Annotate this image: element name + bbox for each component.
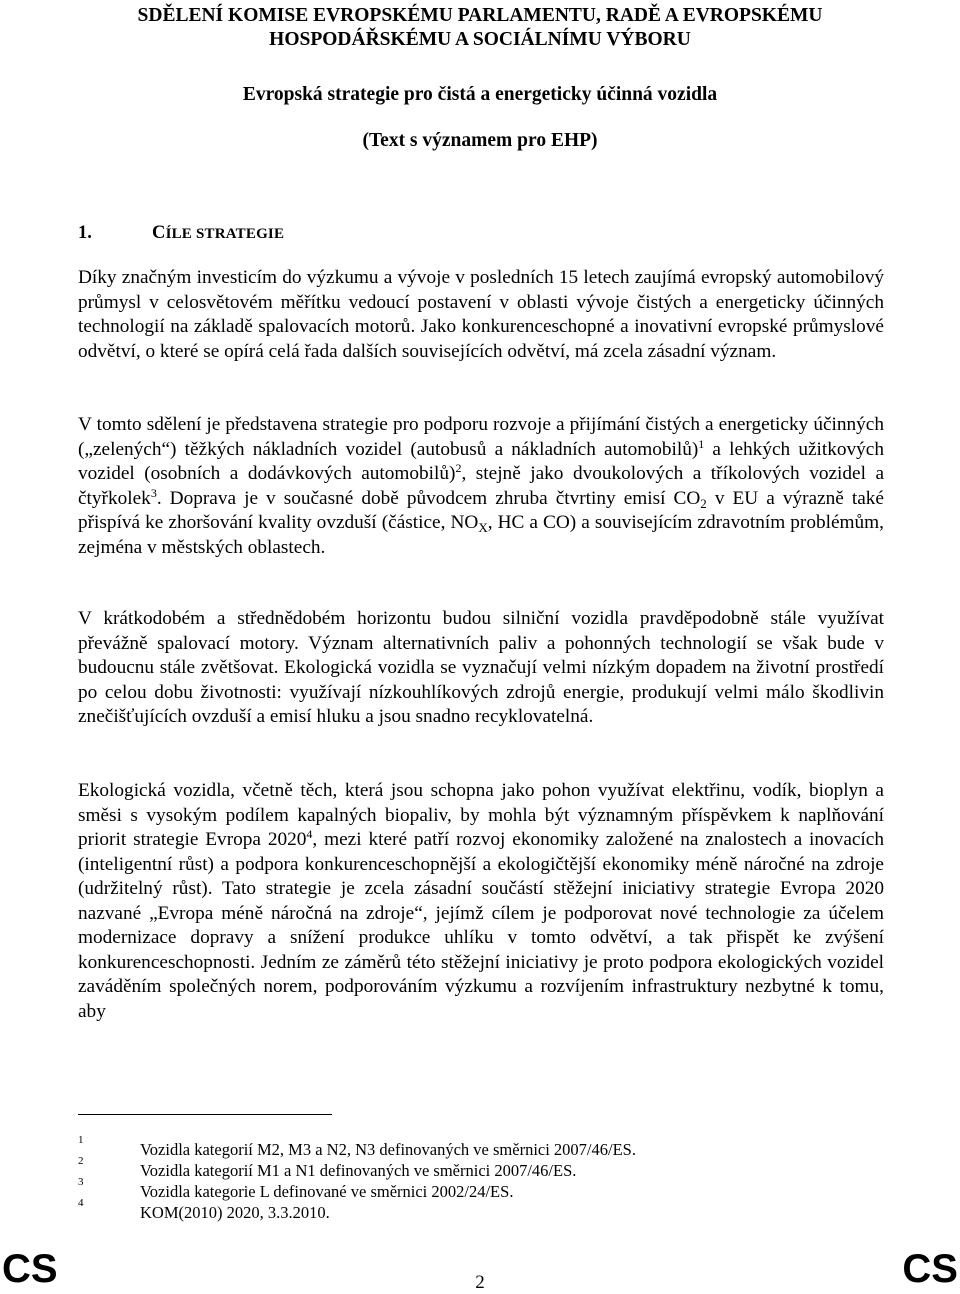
footer-language-left: CS — [2, 1247, 58, 1291]
title-line-1: SDĚLENÍ KOMISE EVROPSKÉMU PARLAMENTU, RADĚ A EVROPSKÉMU — [137, 5, 823, 26]
section-title: CÍLE STRATEGIE — [152, 223, 285, 243]
footer-language-right: CS — [902, 1247, 958, 1291]
paragraph-4: Ekologická vozidla, včetně těch, která jsou schopna jako pohon využívat elektřinu, vodík, bioplyn a směsi s vysokým podílem kapalných biopaliv, by mohla být významným příspěvkem k naplňování priorit strategie Evropa 2020$^4$, mezi které patří rozvoj ekonomiky založené na znalostech a inovacích (inteligentní růst) a podpora konkurenceschopnější a ekologičtější ekonomiky méně náročné na zdroje (udržitelný růst). Tato strategie je zcela zásadní součástí stěžejní iniciativy strategie Evropa 2020 nazvané „Evropa méně náročná na zdroje“, jejímž cílem je podporovat nové technologie za účelem modernizace dopravy a snížení produkce uhlíku v tomto odvětví, a tak přispět ke zvýšení konkurenceschopnosti. Jedním ze záměrů této stěžejní iniciativy je proto podpora ekologických vozidel zaváděním společných norem, podporováním výzkumu a rozvíjením infrastruktury nezbytné k tomu, aby — [78, 780, 884, 1022]
title-line-2: HOSPODÁŘSKÉMU A SOCIÁLNÍMU VÝBORU — [269, 29, 691, 50]
page-number: 2 — [475, 1272, 485, 1293]
footnote-ref-2[interactable]: 2 — [455, 461, 462, 475]
footnote-separator — [78, 1114, 332, 1115]
paragraph-1: Díky značným investicím do výzkumu a vývoje v posledních 15 letech zaujímá evropský automobilový průmysl v celosvětovém měřítku vedoucí postavení v oblasti vývoje čistých a energeticky účinných technologií na základě spalovacích motorů. Jako konkurenceschopné a inovativní evropské průmyslové odvětví, o které se opírá celá řada dalších souvisejících odvětví, má zcela zásadní význam. — [78, 267, 884, 362]
section-heading — [78, 223, 284, 244]
paragraph-3: V krátkodobém a střednědobém horizontu budou silniční vozidla pravděpodobně stále využívat převážně spalovací motory. Význam alternativních paliv a pohonných technologií se však bude v budoucnu stále zvětšovat. Ekologická vozidla se vyznačují velmi nízkým dopadem na životní prostředí po celou dobu životnosti: využívají nízkouhlíkových zdrojů energie, produkují velmi málo škodlivin znečišťujících ovzduší a emisí hluku a jsou snadno recyklovatelná. — [78, 608, 884, 727]
eea-relevance-note: (Text s významem pro EHP) — [362, 130, 598, 151]
footnote-ref-4[interactable]: 4 — [306, 827, 313, 841]
footnote-ref-3[interactable]: 3 — [150, 485, 157, 500]
section-number: 1. — [78, 223, 92, 243]
paragraph-2: V tomto sdělení je představena strategie pro podporu rozvoje a přijímání čistých a energeticky účinných („zelených“) těžkých nákladních vozidel (autobusů a nákladních automobilů)$^1$ a lehkých užitkových vozidel (osobních a dodávkových automobilů)$^2$, stejně jako dvoukolových a tříkolových vozidel a čtyřkolek$^3$. Doprava je v současné době původcem zhruba čtvrtiny emisí $CO_2$ v EU a výrazně také přispívá ke zhoršování kvality ovzduší (částice, $NO_X$, HC a CO) a souvisejícím zdravotním problémům, zejména v městských oblastech. — [78, 414, 884, 558]
document-title — [80, 4, 880, 52]
document-subtitle: Evropská strategie pro čistá a energeticky účinná vozidla — [242, 84, 718, 105]
footnote-ref-1[interactable]: 1 — [698, 436, 705, 451]
document-page: SDĚLENÍ KOMISE EVROPSKÉMU PARLAMENTU, RADĚ A EVROPSKÉMU HOSPODÁŘSKÉMU A SOCIÁLNÍMU VÝBORU Evropská strategie pro čistá a energeticky účinná vozidla (Text s významem pro EHP) 1. CÍLE STRATEGIE Díky značným investicím do výzkumu a vývoje v posledních 15 letech zaujímá evropský automobilový průmysl v celosvětovém měřítku vedoucí postavení v oblasti vývoje čistých a energeticky účinných technologií na základě spalovacích motorů. Jako konkurenceschopné a inovativní evropské průmyslové odvětví, o které se opírá celá řada dalších souvisejících odvětví, má zcela zásadní význam. V tomto sdělení je představena strategie pro podporu rozvoje a přijímání čistých a energeticky účinných („zelených“) těžkých nákladních vozidel (autobusů a nákladních automobilů)$^1$ a lehkých užitkových vozidel (osobních a dodávkových automobilů)$^2$, stejně jako dvoukolových a tříkolových vozidel a čtyřkolek$^3$. Doprava je v současné době původcem zhruba čtvrtiny emisí $CO_2$ v EU a výrazně také přispívá ke zhoršování kvality ovzduší (částice, $NO_X$, HC a CO) a souvisejícím zdravotním problémům, zejména v městských oblastech. V krátkodobém a střednědobém horizontu budou silniční vozidla pravděpodobně stále využívat převážně spalovací motory. Význam alternativních paliv a pohonných technologií se však bude v budoucnu stále zvětšovat. Ekologická vozidla se vyznačují velmi nízkým dopadem na životní prostředí po celou dobu životnosti: využívají nízkouhlíkových zdrojů energie, produkují velmi málo škodlivin znečišťujících ovzduší a emisí hluku a jsou snadno recyklovatelná. Ekologická vozidla, včetně těch, která jsou schopna jako pohon využívat elektřinu, vodík, bioplyn a směsi s vysokým podílem kapalných biopaliv, by mohla být významným příspěvkem k naplňování priorit strategie Evropa 2020$^4$, mezi které patří rozvoj ekonomiky založené na znalostech a inovacích (inteligentní růst) a podpora konkurenceschopnější a ekologičtější ekonomiky méně náročné na zdroje (udržitelný růst). Tato strategie je zcela zásadní součástí stěžejní iniciativy strategie Evropa 2020 nazvané „Evropa méně náročná na zdroje“, jejímž cílem je podporovat nové technologie za účelem modernizace dopravy a snížení produkce uhlíku v tomto odvětví, a tak přispět ke zvýšení konkurenceschopnosti. Jedním ze záměrů této stěžejní iniciativy je proto podpora ekologických vozidel zaváděním společných norem, podporováním výzkumu a rozvíjením infrastruktury nezbytné k tomu, aby 1 Vozidla kategorií M2, M3 a N2, N3 definovaných ve směrnici 2007/46/ES. 2 Vozidla kategorií M1 a N1 definovaných ve směrnici 2007/46/ES. 3 Vozidla kategorie L definované ve směrnici 2002/24/ES. 4 KOM(2010) 2020, 3.3.2010. CS 2 CS — [2, 5, 958, 1293]
